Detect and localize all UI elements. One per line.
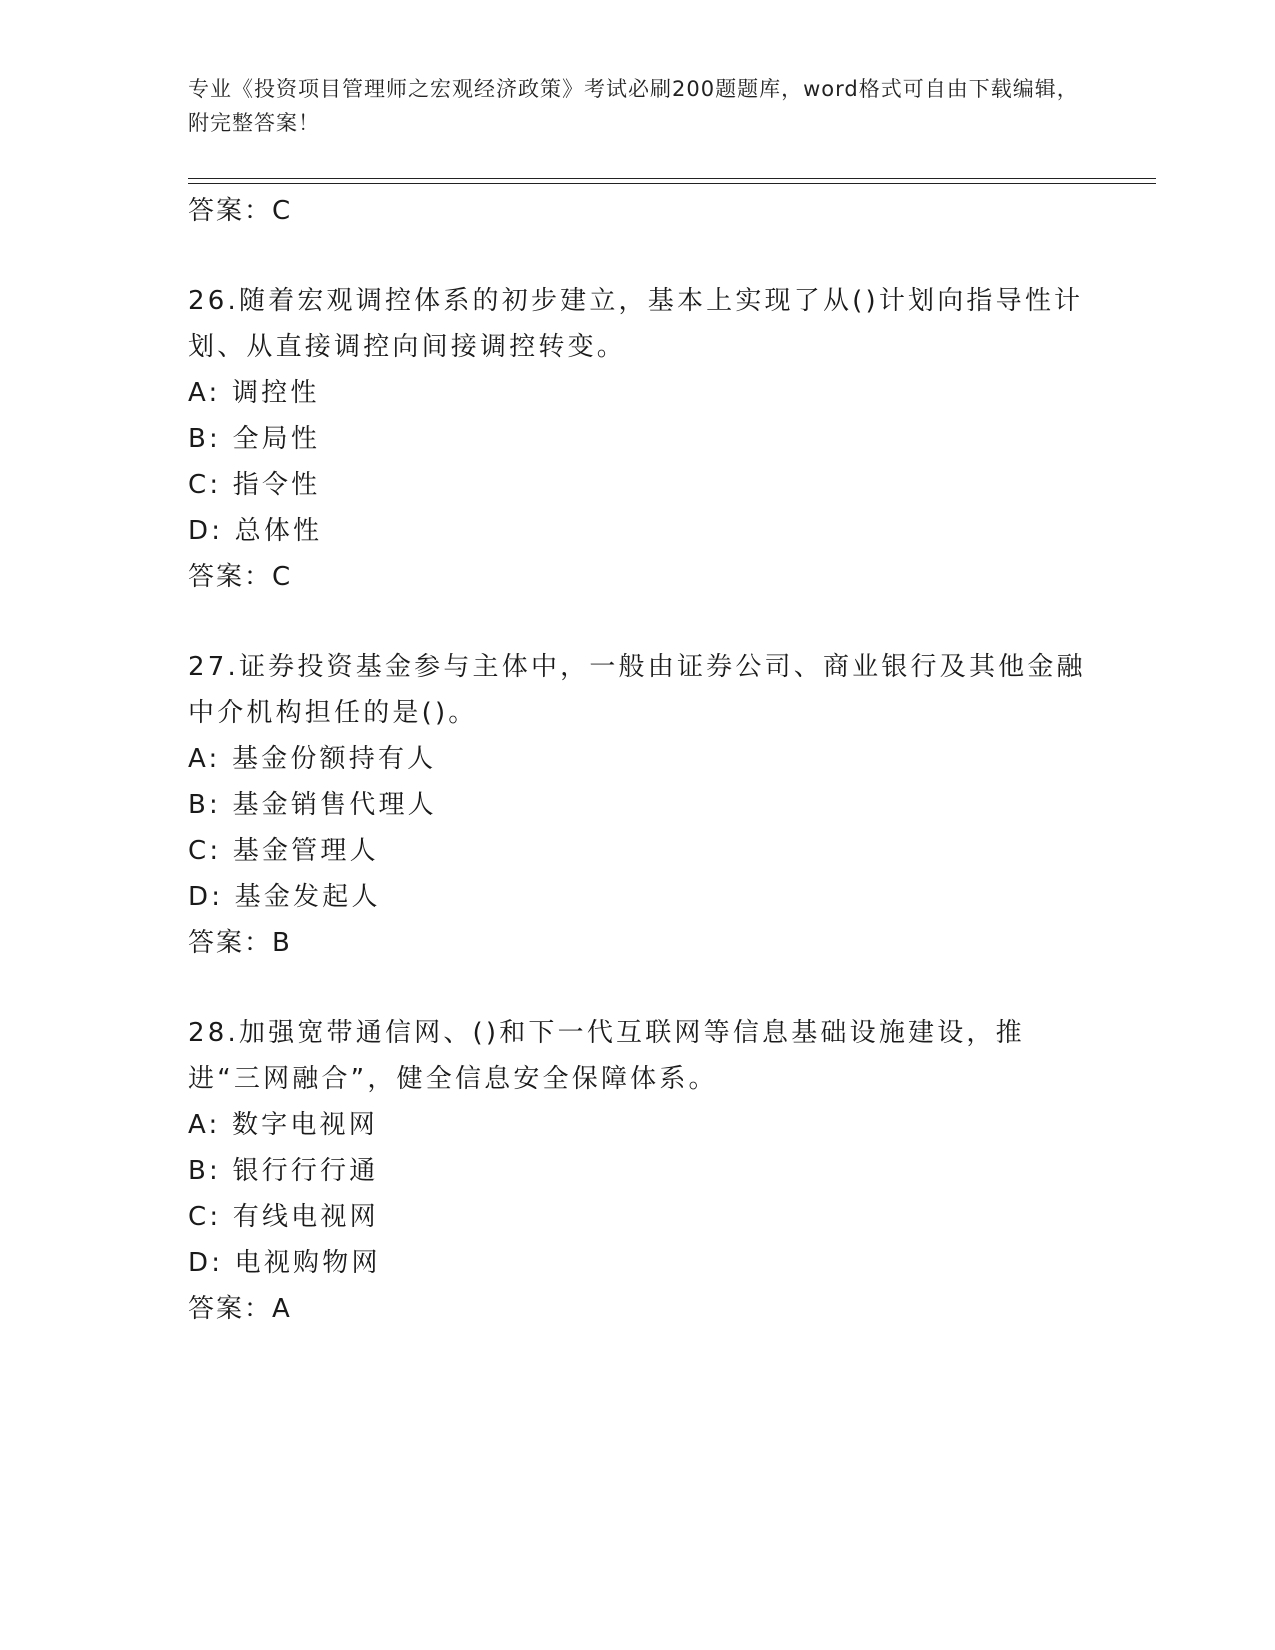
header-rule-bottom [188, 183, 1156, 184]
option-a: A: 数字电视网 [188, 1110, 378, 1140]
option-a: A: 调控性 [188, 378, 320, 408]
question-stem: 28.加强宽带通信网、()和下一代互联网等信息基础设施建设，推进“三网融合”，健全信息安全保障体系。 [188, 1018, 1025, 1094]
option-b: B: 基金销售代理人 [188, 790, 437, 820]
option-c: C: 基金管理人 [188, 836, 379, 866]
option-c: C: 指令性 [188, 470, 321, 500]
answer-line: 答案：B [188, 928, 292, 958]
question-list [188, 188, 1088, 1332]
question-28 [188, 1010, 1088, 1332]
option-d: D: 电视购物网 [188, 1248, 381, 1278]
option-d: D: 总体性 [188, 516, 323, 546]
page-header: 专业《投资项目管理师之宏观经济政策》考试必刷200题题库，word格式可自由下载编辑，附完整答案！ [188, 77, 1079, 135]
answer-line: 答案：C [188, 562, 293, 592]
option-c: C: 有线电视网 [188, 1202, 379, 1232]
previous-answer: 答案：C [188, 196, 293, 226]
question-stem: 27.证券投资基金参与主体中，一般由证券公司、商业银行及其他金融中介机构担任的是()。 [188, 652, 1086, 728]
option-b: B: 银行行行通 [188, 1156, 379, 1186]
option-d: D: 基金发起人 [188, 882, 381, 912]
question-26 [188, 278, 1088, 600]
option-a: A: 基金份额持有人 [188, 744, 437, 774]
answer-line: 答案：A [188, 1294, 292, 1324]
header-rule-top [188, 178, 1156, 179]
option-b: B: 全局性 [188, 424, 321, 454]
question-stem: 26.随着宏观调控体系的初步建立，基本上实现了从()计划向指导性计划、从直接调控向间接调控转变。 [188, 286, 1084, 362]
question-27 [188, 644, 1088, 966]
